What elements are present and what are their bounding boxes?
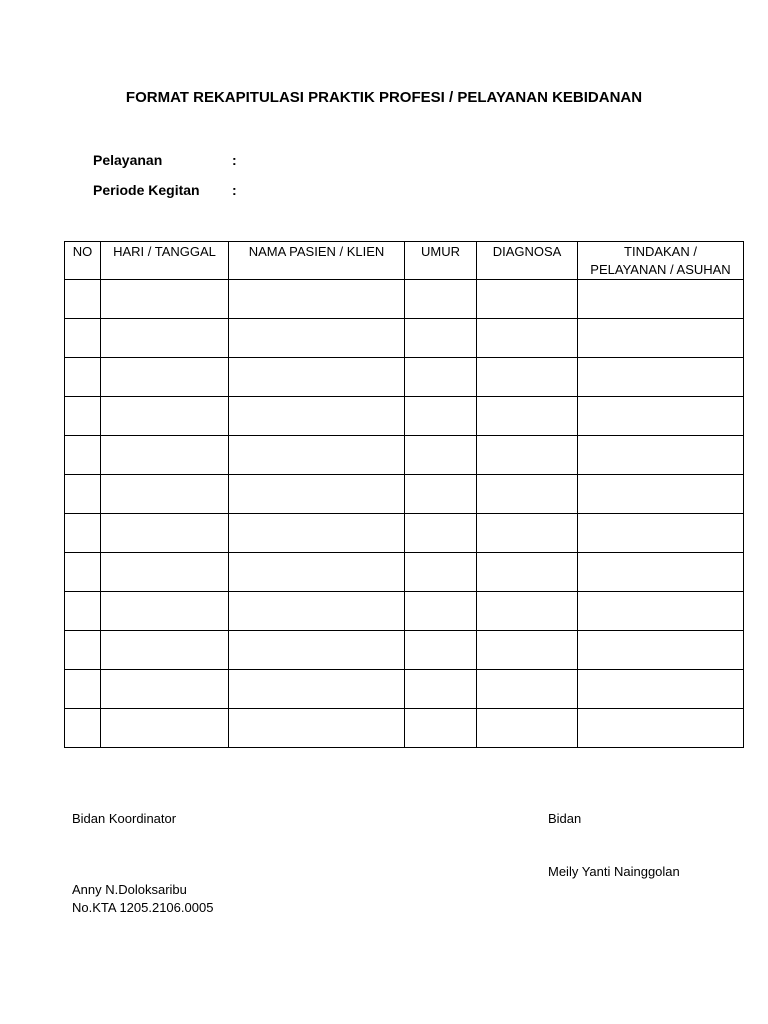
table-cell: [101, 592, 229, 631]
table-cell: [477, 280, 578, 319]
table-row: [65, 631, 744, 670]
table-row: [65, 592, 744, 631]
table-cell: [405, 670, 477, 709]
table-row: [65, 475, 744, 514]
table-row: [65, 514, 744, 553]
midwife-title: Bidan: [548, 811, 582, 826]
table-cell: [405, 631, 477, 670]
table-cell: [477, 358, 578, 397]
table-row: [65, 280, 744, 319]
table-cell: [477, 631, 578, 670]
table-cell: [101, 319, 229, 358]
table-cell: [578, 514, 744, 553]
coordinator-title: Bidan Koordinator: [72, 811, 177, 826]
table-cell: [101, 475, 229, 514]
header-no: NO: [65, 242, 101, 280]
header-hari-tanggal: HARI / TANGGAL: [101, 242, 229, 280]
table-cell: [101, 709, 229, 748]
table-cell: [229, 436, 405, 475]
table-cell: [578, 319, 744, 358]
table-cell: [65, 280, 101, 319]
table-cell: [477, 397, 578, 436]
header-tindakan-line2: PELAYANAN / ASUHAN: [590, 262, 731, 277]
table-cell: [101, 670, 229, 709]
table-row: [65, 358, 744, 397]
table-cell: [578, 670, 744, 709]
table-cell: [229, 592, 405, 631]
table-cell: [101, 397, 229, 436]
table-cell: [65, 475, 101, 514]
table-cell: [229, 280, 405, 319]
recap-table: [64, 241, 744, 748]
table-cell: [477, 475, 578, 514]
table-cell: [101, 280, 229, 319]
header-nama-pasien: NAMA PASIEN / KLIEN: [229, 242, 405, 280]
table-cell: [229, 670, 405, 709]
table-cell: [477, 514, 578, 553]
table-cell: [578, 709, 744, 748]
table-row: [65, 709, 744, 748]
table-cell: [65, 592, 101, 631]
table-cell: [578, 397, 744, 436]
table-cell: [65, 319, 101, 358]
table-cell: [578, 358, 744, 397]
table-cell: [65, 553, 101, 592]
table-cell: [477, 709, 578, 748]
table-cell: [405, 553, 477, 592]
table-cell: [101, 514, 229, 553]
table-cell: [101, 553, 229, 592]
table-cell: [65, 514, 101, 553]
table-cell: [477, 319, 578, 358]
periode-label: Periode Kegitan: [93, 182, 200, 198]
pelayanan-label: Pelayanan: [93, 152, 163, 168]
table-cell: [65, 631, 101, 670]
table-cell: [101, 358, 229, 397]
table-cell: [101, 436, 229, 475]
table-cell: [229, 475, 405, 514]
table-cell: [578, 553, 744, 592]
header-diagnosa: DIAGNOSA: [477, 242, 578, 280]
midwife-name: Meily Yanti Nainggolan: [548, 864, 680, 879]
table-cell: [405, 280, 477, 319]
table-cell: [405, 592, 477, 631]
table-cell: [405, 709, 477, 748]
table-row: [65, 553, 744, 592]
table-cell: [229, 631, 405, 670]
table-cell: [477, 592, 578, 631]
periode-colon: :: [232, 182, 237, 198]
table-cell: [101, 631, 229, 670]
table-cell: [578, 475, 744, 514]
header-tindakan: [578, 242, 744, 280]
table-cell: [405, 475, 477, 514]
table-row: [65, 670, 744, 709]
table-row: [65, 397, 744, 436]
table-cell: [65, 709, 101, 748]
table-cell: [65, 436, 101, 475]
pelayanan-colon: :: [232, 152, 237, 168]
table-cell: [405, 358, 477, 397]
header-umur: UMUR: [405, 242, 477, 280]
document-title: FORMAT REKAPITULASI PRAKTIK PROFESI / PELAYANAN KEBIDANAN: [125, 89, 643, 106]
table-cell: [65, 358, 101, 397]
table-cell: [229, 553, 405, 592]
table-row: [65, 319, 744, 358]
table-row: [65, 436, 744, 475]
coordinator-kta-number: No.KTA 1205.2106.0005: [72, 900, 214, 915]
table-cell: [229, 319, 405, 358]
header-tindakan-line1: TINDAKAN /: [624, 244, 697, 259]
table-cell: [405, 436, 477, 475]
table-cell: [578, 436, 744, 475]
table-cell: [229, 709, 405, 748]
table-cell: [477, 436, 578, 475]
table-cell: [477, 670, 578, 709]
table-cell: [229, 358, 405, 397]
table-cell: [229, 397, 405, 436]
table-cell: [477, 553, 578, 592]
table-cell: [405, 319, 477, 358]
table-cell: [578, 631, 744, 670]
table-header-row: [65, 242, 744, 280]
table-cell: [578, 280, 744, 319]
table-cell: [405, 397, 477, 436]
table-cell: [405, 514, 477, 553]
table-cell: [65, 670, 101, 709]
table-cell: [229, 514, 405, 553]
table-cell: [578, 592, 744, 631]
table-cell: [65, 397, 101, 436]
coordinator-name: Anny N.Doloksaribu: [72, 882, 187, 897]
